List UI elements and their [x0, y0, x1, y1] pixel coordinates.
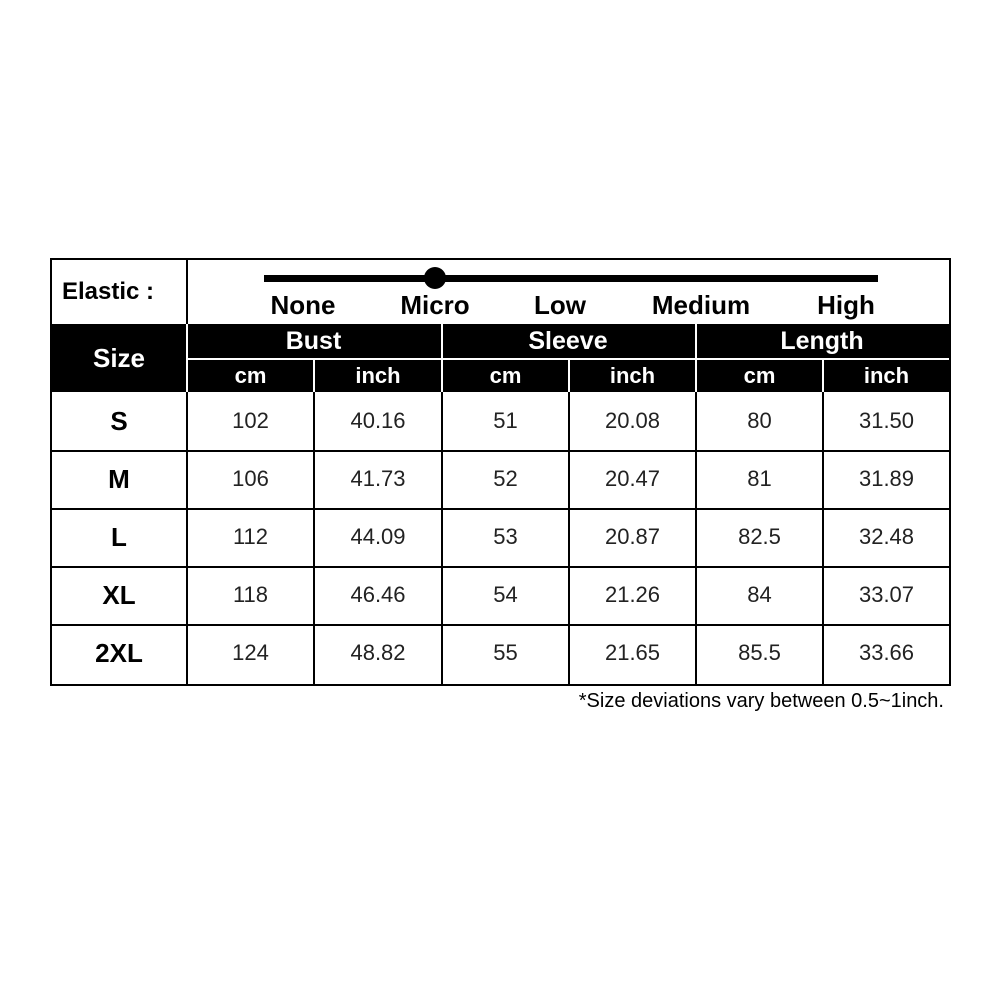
- length-inch-cell: 32.48: [858, 524, 915, 549]
- elastic-scale-line: [264, 275, 878, 282]
- bust-inch-cell: 40.16: [350, 408, 406, 433]
- sleeve-cm-cell: 51: [493, 408, 518, 433]
- length-cm-header: cm: [743, 363, 776, 388]
- length-inch-cell: 31.89: [858, 466, 915, 491]
- bust-cm-cell: 124: [232, 640, 269, 665]
- elastic-selected-marker: [424, 267, 446, 289]
- size-column-header: Size: [92, 343, 146, 373]
- elastic-label: Elastic :: [62, 278, 155, 305]
- elastic-level-low: Low: [534, 290, 586, 320]
- length-inch-cell: 33.66: [858, 640, 915, 665]
- elastic-divider: [186, 260, 188, 324]
- bust-cm-cell: 118: [232, 582, 269, 607]
- length-cm-cell: 80: [747, 408, 772, 433]
- column-divider: [313, 392, 315, 684]
- bust-group-header: Bust: [285, 327, 342, 355]
- bust-cm-cell: 112: [232, 524, 269, 549]
- length-inch-cell: 33.07: [858, 582, 915, 607]
- size-cell: M: [108, 464, 130, 494]
- sleeve-cm-cell: 55: [493, 640, 518, 665]
- sleeve-inch-cell: 20.08: [604, 408, 661, 433]
- bust-cm-header: cm: [234, 363, 267, 388]
- bust-cm-cell: 102: [232, 408, 269, 433]
- length-cm-cell: 85.5: [738, 640, 781, 665]
- column-divider: [695, 392, 697, 684]
- column-divider: [822, 392, 824, 684]
- sleeve-cm-cell: 52: [493, 466, 518, 491]
- bust-inch-cell: 44.09: [350, 524, 406, 549]
- elastic-level-micro: Micro: [400, 290, 470, 320]
- column-divider: [186, 392, 188, 684]
- sleeve-inch-cell: 21.26: [604, 582, 661, 607]
- bust-cm-cell: 106: [232, 466, 269, 491]
- size-cell: XL: [102, 580, 136, 610]
- sleeve-inch-cell: 20.47: [604, 466, 661, 491]
- size-chart: [50, 258, 951, 686]
- column-divider: [441, 392, 443, 684]
- bust-inch-cell: 48.82: [350, 640, 406, 665]
- sleeve-cm-cell: 54: [493, 582, 518, 607]
- sleeve-inch-cell: 21.65: [604, 640, 661, 665]
- length-inch-cell: 31.50: [858, 408, 915, 433]
- size-cell: L: [111, 522, 127, 552]
- bust-inch-cell: 41.73: [350, 466, 406, 491]
- sleeve-group-header: Sleeve: [528, 327, 608, 355]
- sleeve-inch-cell: 20.87: [604, 524, 661, 549]
- bust-inch-header: inch: [355, 363, 401, 388]
- size-deviation-footnote: *Size deviations vary between 0.5~1inch.: [578, 690, 944, 712]
- elastic-level-medium: Medium: [651, 290, 751, 320]
- table-header: [52, 324, 949, 392]
- length-cm-cell: 81: [747, 466, 772, 491]
- size-cell: S: [110, 406, 128, 436]
- length-group-header: Length: [780, 327, 864, 355]
- length-cm-cell: 84: [747, 582, 772, 607]
- column-divider: [568, 392, 570, 684]
- elastic-level-high: High: [817, 290, 875, 320]
- length-inch-header: inch: [863, 363, 910, 388]
- length-cm-cell: 82.5: [738, 524, 781, 549]
- elastic-scale-row: [52, 260, 949, 326]
- sleeve-inch-header: inch: [609, 363, 656, 388]
- elastic-level-none: None: [270, 290, 336, 320]
- sleeve-cm-header: cm: [489, 363, 522, 388]
- size-cell: 2XL: [95, 638, 143, 668]
- sleeve-cm-cell: 53: [493, 524, 518, 549]
- bust-inch-cell: 46.46: [350, 582, 406, 607]
